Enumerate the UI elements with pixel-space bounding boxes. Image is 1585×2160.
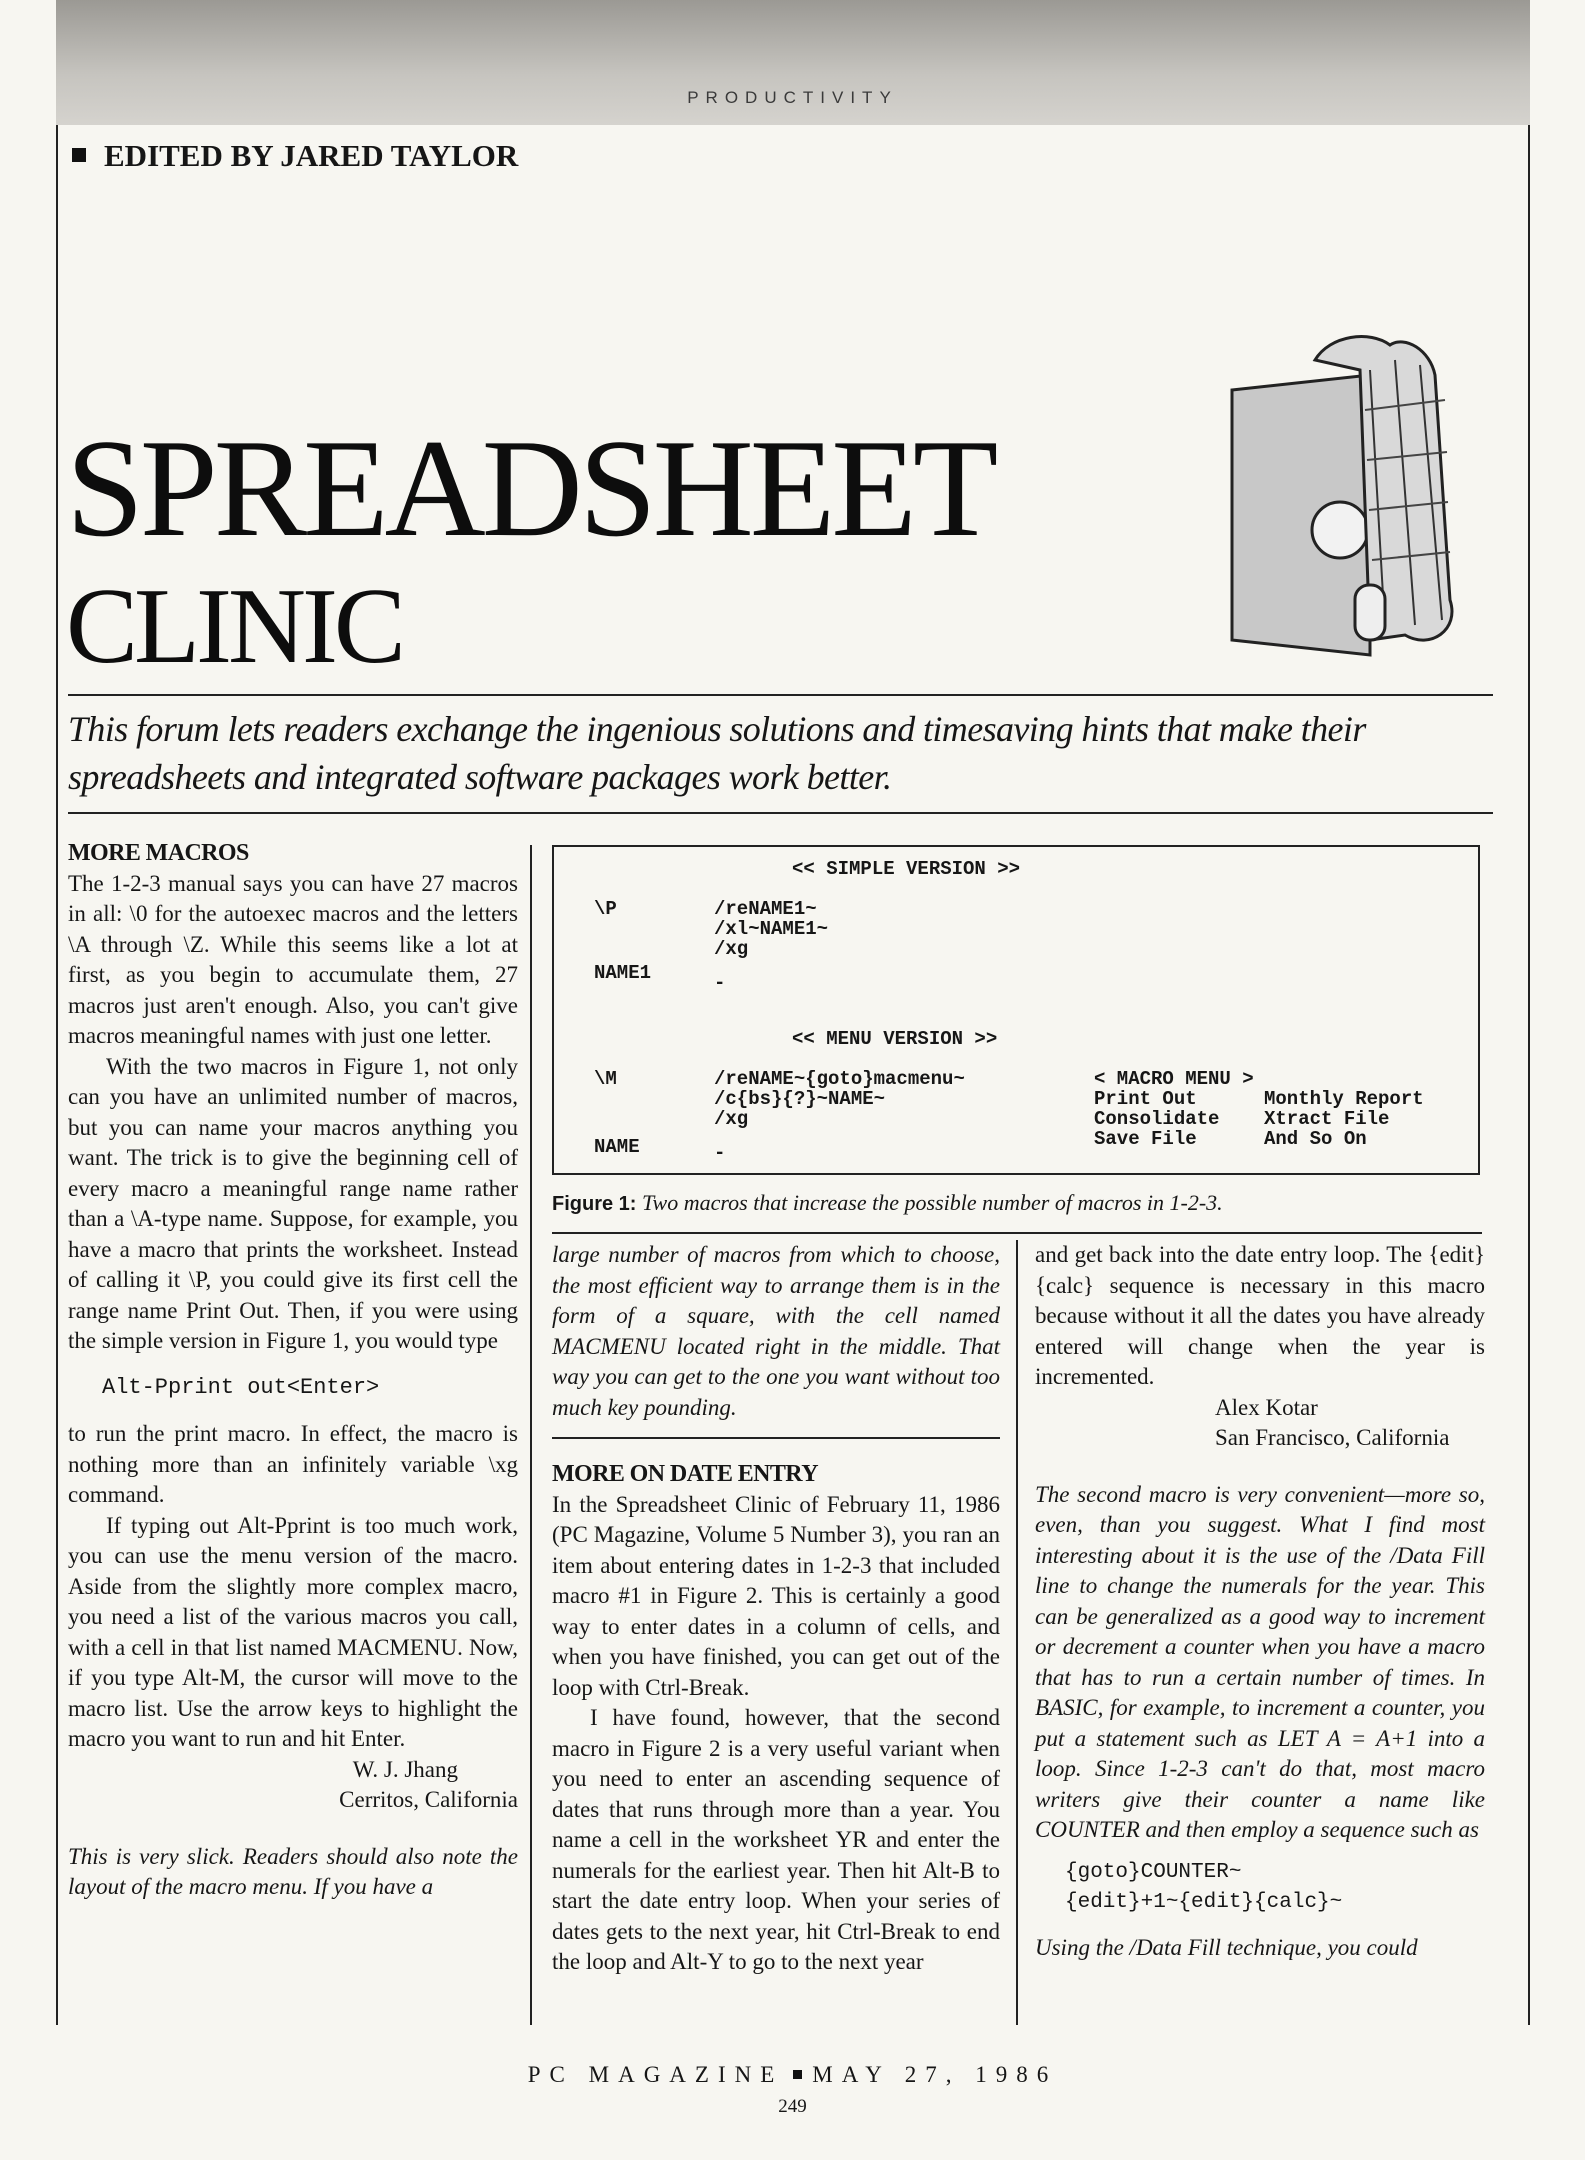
- figure-bottom-rule: [552, 1232, 1482, 1234]
- item-divider: [552, 1437, 1000, 1439]
- left-frame-rule: [56, 125, 58, 2025]
- macro-menu-title: < MACRO MENU >: [1094, 1068, 1254, 1090]
- cell-cursor: -: [714, 972, 726, 994]
- macro-line: /reNAME1~: [714, 898, 817, 920]
- section-heading: MORE ON DATE ENTRY: [552, 1461, 818, 1487]
- title-line-2: CLINIC: [66, 567, 402, 686]
- range-label: NAME: [594, 1136, 640, 1158]
- figure-caption: [552, 1190, 1223, 1216]
- paragraph: I have found, however, that the second macro in Figure 2 is a very useful variant when you need to enter an ascending sequence of dates that runs through more than a year. You name a cell in the worksheet YR and enter the numerals for the earliest year. Then hit Alt-B to start the date entry loop. When your series of dates gets to the next year, hit Ctrl-Break to end the loop and Alt-Y to go to the next year: [552, 1705, 1000, 1974]
- macro-menu-item: Consolidate: [1094, 1108, 1220, 1130]
- deck-bottom-rule: [68, 812, 1493, 814]
- section-heading: MORE MACROS: [68, 840, 249, 866]
- editor-reply: large number of macros from which to choose, the most efficient way to arrange them is in the form of a square, with the cell named MACMENU located right in the middle. That way you can get to the one you want without too much key pounding.: [552, 1242, 1000, 1420]
- title-line-1: SPREADSHEET: [66, 411, 995, 566]
- signature-place: Cerritos, California: [339, 1787, 518, 1812]
- editor-reply: The second macro is very convenient—more so, even, than you suggest. What I find most interesting about it is the use of the /Data Fill line to change the numerals for the year. This can be generalized as a good way to increment or decrement a counter when you have a macro that has to run a certain number of times. In BASIC, for example, to increment a counter, you put a statement such as LET A = A+1 into a loop. Since 1-2-3 can't do that, most macro writers give their counter a name like COUNTER and then employ a sequence such as: [1035, 1481, 1485, 1842]
- code-line: {edit}+1~{edit}{calc}~: [1065, 1891, 1343, 1914]
- paragraph: The 1-2-3 manual says you can have 27 macros in all: \0 for the autoexec macros and the letters \A through \Z. While this seems like a lot at first, as you begin to accumulate them, 27 macros just aren't enough. Also, you can't give macros meaningful names with just one letter.: [68, 870, 518, 1048]
- editor-reply: Using the /Data Fill technique, you could: [1035, 1934, 1418, 1960]
- byline-text: EDITED BY JARED TAYLOR: [104, 138, 519, 173]
- macro-menu-item: Print Out: [1094, 1088, 1197, 1110]
- macro-line: /c{bs}{?}~NAME~: [714, 1088, 886, 1110]
- macro-label: \P: [594, 898, 617, 920]
- paragraph: If typing out Alt-Pprint is too much work, you can use the menu version of the macro. Aside from the slightly more complex macro, you need a list of the various macros you call, with a cell in that list named MACMENU. Now, if you type Alt-M, the cursor will move to the macro list. Use the arrow keys to highlight the macro you want to run and hit Enter.: [68, 1512, 518, 1751]
- figure-heading: << MENU VERSION >>: [792, 1028, 998, 1050]
- paragraph: In the Spreadsheet Clinic of February 11, 1986 (PC Magazine, Volume 5 Number 3), you ran an item about entering dates in 1-2-3 that included macro #1 in Figure 2. This is certainly a good way to enter dates in a column of cells, and when you have finished, you can get out of the loop with Ctrl-Break.: [552, 1491, 1000, 1700]
- macro-line: /xl~NAME1~: [714, 918, 829, 940]
- column-1: [68, 838, 518, 1903]
- binder-illustration: [1220, 330, 1490, 670]
- bullet-square: [72, 148, 86, 162]
- column-3: [1035, 1240, 1485, 1963]
- figure-heading: << SIMPLE VERSION >>: [792, 858, 1021, 880]
- macro-menu-item: Monthly Report: [1264, 1088, 1424, 1110]
- paragraph: With the two macros in Figure 1, not only can you have an unlimited number of macros, but you can name your macros anything you want. The trick is to give the beginning cell of every macro a meaningful range name rather than a \A-type name. Suppose, for example, you have a macro that prints the worksheet. Instead of calling it \P, you could give its first cell the range name Print Out. Then, if you were using the simple version in Figure 1, you would type: [68, 1053, 518, 1353]
- column-rule-2: [1016, 1240, 1018, 2025]
- macro-menu-item: Xtract File: [1264, 1108, 1390, 1130]
- paragraph: and get back into the date entry loop. The {edit} {calc} sequence is necessary in this macro because without it all the dates you have already entered will change when the year is incremented.: [1035, 1242, 1485, 1389]
- code-line: Alt-Pprint out<Enter>: [102, 1374, 380, 1400]
- macro-line: /xg: [714, 938, 749, 960]
- macro-menu-item: And So On: [1264, 1128, 1367, 1150]
- macro-menu-item: Save File: [1094, 1128, 1197, 1150]
- macro-label: \M: [594, 1068, 617, 1090]
- figure-1-box: [552, 845, 1480, 1175]
- macro-line: /reNAME~{goto}macmenu~: [714, 1068, 965, 1090]
- footer-magazine: PC MAGAZINE: [527, 2062, 784, 2087]
- section-label: PRODUCTIVITY: [687, 88, 898, 107]
- column-rule-1: [530, 845, 532, 2025]
- range-label: NAME1: [594, 962, 652, 984]
- cell-cursor: -: [714, 1142, 726, 1164]
- byline: [72, 138, 518, 174]
- signature-name: Alex Kotar: [1215, 1394, 1318, 1420]
- editor-reply: This is very slick. Readers should also note the layout of the macro menu. If you have a: [68, 1843, 518, 1899]
- column-2: [552, 1240, 1000, 1978]
- deck-intro: This forum lets readers exchange the ingenious solutions and timesaving hints that make their spreadsheets and integrated software packages work better.: [68, 709, 1366, 797]
- macro-line: /xg: [714, 1108, 749, 1130]
- signature-place: San Francisco, California: [1215, 1425, 1450, 1450]
- figure-caption-text: Two macros that increase the possible number of macros in 1-2-3.: [641, 1190, 1223, 1215]
- footer-bullet: [793, 2070, 802, 2079]
- figure-caption-label: Figure 1:: [552, 1193, 637, 1215]
- page-number: 249: [778, 2096, 807, 2117]
- paragraph: to run the print macro. In effect, the macro is nothing more than an infinitely variable \xg command.: [68, 1421, 518, 1507]
- signature-name: W. J. Jhang: [352, 1756, 458, 1782]
- page-title: [66, 411, 995, 696]
- right-frame-rule: [1528, 125, 1530, 2025]
- page-footer: [0, 2062, 1585, 2088]
- code-line: {goto}COUNTER~: [1065, 1860, 1242, 1884]
- footer-date: MAY 27, 1986: [812, 2062, 1058, 2087]
